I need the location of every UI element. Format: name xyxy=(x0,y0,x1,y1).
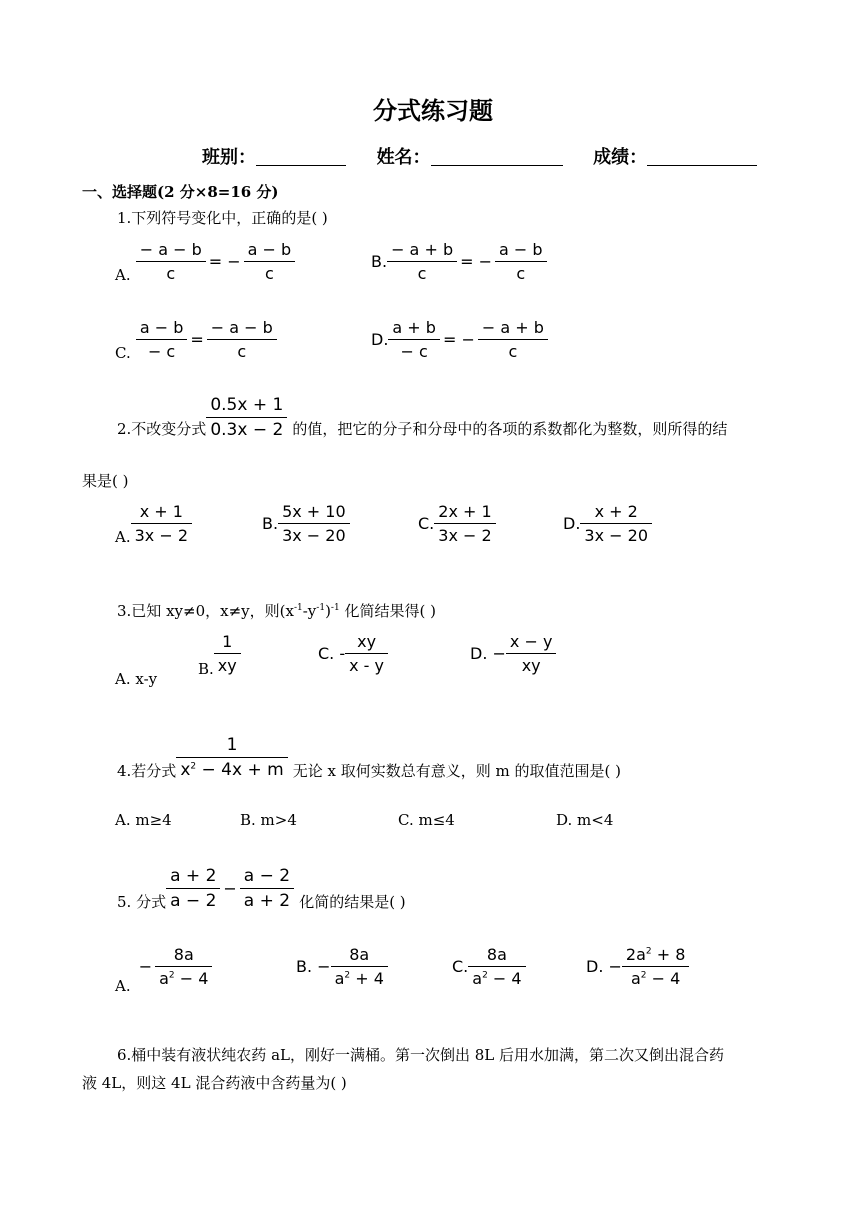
fraction: $\frac{2x + 1}{3x - 2}$ xyxy=(434,502,495,545)
section-title: 一、选择题(2 分×8=16 分) xyxy=(82,183,279,201)
q5-option-c[interactable]: C. $\frac{8a}{a^2 - 4}$ xyxy=(452,945,526,988)
fraction: $\frac{x - y}{xy}$ xyxy=(506,632,557,675)
fraction: $\frac{x + 2}{3x - 20}$ xyxy=(580,502,652,545)
page-title: 分式练习题 xyxy=(373,97,493,125)
fraction: $\frac{1}{xy}$ xyxy=(214,632,241,675)
q1-option-b[interactable]: B. $\frac{- a + b}{c}$ = − $\frac{a - b}{c}$ xyxy=(371,240,547,283)
fraction: $\frac{2a^2 + 8}{a^2 - 4}$ xyxy=(622,945,689,988)
q4-option-d[interactable]: D. m<4 xyxy=(556,811,614,829)
q2-stem-cont: 果是( ) xyxy=(82,472,129,490)
fraction: $\frac{- a + b}{c}$ xyxy=(387,240,457,283)
q4-option-c[interactable]: C. m≤4 xyxy=(398,811,455,829)
fraction: $\frac{- a + b}{c}$ xyxy=(478,318,548,361)
fraction: $\frac{xy}{x - y}$ xyxy=(345,632,388,675)
q2-option-a[interactable]: A. $\frac{x + 1}{3x - 2}$ xyxy=(115,502,192,546)
q3-stem: 3.已知 xy≠0，x≠y，则$(x^{-1}-y^{-1})^{-1}$ 化简结果得( ) xyxy=(117,602,436,620)
fraction: $\frac{- a - b}{c}$ xyxy=(207,318,277,361)
q3-option-d[interactable]: D. − $\frac{x - y}{xy}$ xyxy=(470,632,556,675)
fraction: $\frac{a - b}{- c}$ xyxy=(136,318,188,361)
fraction: $\frac{8a}{a^2 - 4}$ xyxy=(468,945,525,988)
fraction: $\frac{a + b}{- c}$ xyxy=(388,318,440,361)
fraction: $\frac{5x + 10}{3x - 20}$ xyxy=(278,502,350,545)
q2-stem: 2.不改变分式 $\frac{0.5x + 1}{0.3x - 2}$ 的值，把它的分子和分母中的各项的系数都化为整数，则所得的结 xyxy=(117,395,728,440)
q1-stem: 1.下列符号变化中，正确的是( ) xyxy=(117,209,328,227)
score-label: 成绩： xyxy=(593,147,648,168)
fraction: $\frac{8a}{a^2 - 4}$ xyxy=(155,945,212,988)
q2-option-d[interactable]: D. $\frac{x + 2}{3x - 20}$ xyxy=(563,502,652,545)
q6-stem-cont: 液 4L，则这 4L 混合药液中含药量为( ) xyxy=(82,1074,347,1092)
fraction: $\frac{8a}{a^2 + 4}$ xyxy=(331,945,388,988)
q4-stem: 4.若分式 $\frac{1}{x^2 - 4x + m}$ 无论 x 取何实数总有意义，则 m 的取值范围是( ) xyxy=(117,735,621,780)
q5-option-a[interactable]: A. − $\frac{8a}{a^2 - 4}$ xyxy=(115,945,212,995)
header-info xyxy=(202,143,757,169)
q1-option-c[interactable]: C. $\frac{a - b}{- c}$ = $\frac{- a - b}{c}$ xyxy=(115,318,277,362)
fraction: $\frac{a - 2}{a + 2}$ xyxy=(240,866,294,911)
fraction: $\frac{1}{x^2 - 4x + m}$ xyxy=(176,735,287,780)
q3-option-c[interactable]: C. - $\frac{xy}{x - y}$ xyxy=(318,632,388,675)
q1-option-a[interactable]: A. $\frac{- a - b}{c}$ = − $\frac{a - b}{c}$ xyxy=(115,240,295,284)
q1-option-d[interactable]: D. $\frac{a + b}{- c}$ = − $\frac{- a + b}{c}$ xyxy=(371,318,548,361)
q5-stem: 5. 分式 $\frac{a + 2}{a - 2}$ − $\frac{a - 2}{a + 2}$ 化简的结果是( ) xyxy=(117,866,406,911)
q3-option-a[interactable]: A. x-y xyxy=(115,670,158,688)
q4-option-b[interactable]: B. m>4 xyxy=(240,811,297,829)
q2-option-c[interactable]: C. $\frac{2x + 1}{3x - 2}$ xyxy=(418,502,496,545)
class-blank[interactable] xyxy=(256,145,346,166)
class-label: 班别： xyxy=(202,147,256,168)
fraction: $\frac{a - b}{c}$ xyxy=(495,240,547,283)
q5-option-b[interactable]: B. − $\frac{8a}{a^2 + 4}$ xyxy=(296,945,388,988)
fraction: $\frac{a + 2}{a - 2}$ xyxy=(166,866,220,911)
q5-option-d[interactable]: D. − $\frac{2a^2 + 8}{a^2 - 4}$ xyxy=(586,945,689,988)
score-blank[interactable] xyxy=(647,145,757,166)
name-blank[interactable] xyxy=(431,145,563,166)
fraction: $\frac{- a - b}{c}$ xyxy=(136,240,206,283)
q4-option-a[interactable]: A. m≥4 xyxy=(115,811,172,829)
q3-option-b[interactable]: B. $\frac{1}{xy}$ xyxy=(198,632,241,678)
fraction: $\frac{0.5x + 1}{0.3x - 2}$ xyxy=(206,395,287,440)
q2-option-b[interactable]: B. $\frac{5x + 10}{3x - 20}$ xyxy=(262,502,350,545)
q6-stem: 6.桶中装有液状纯农药 aL，刚好一满桶。第一次倒出 8L 后用水加满，第二次又倒出混合药 xyxy=(117,1046,725,1064)
name-label: 姓名： xyxy=(376,147,431,168)
fraction: $\frac{a - b}{c}$ xyxy=(244,240,296,283)
fraction: $\frac{x + 1}{3x - 2}$ xyxy=(131,502,192,545)
